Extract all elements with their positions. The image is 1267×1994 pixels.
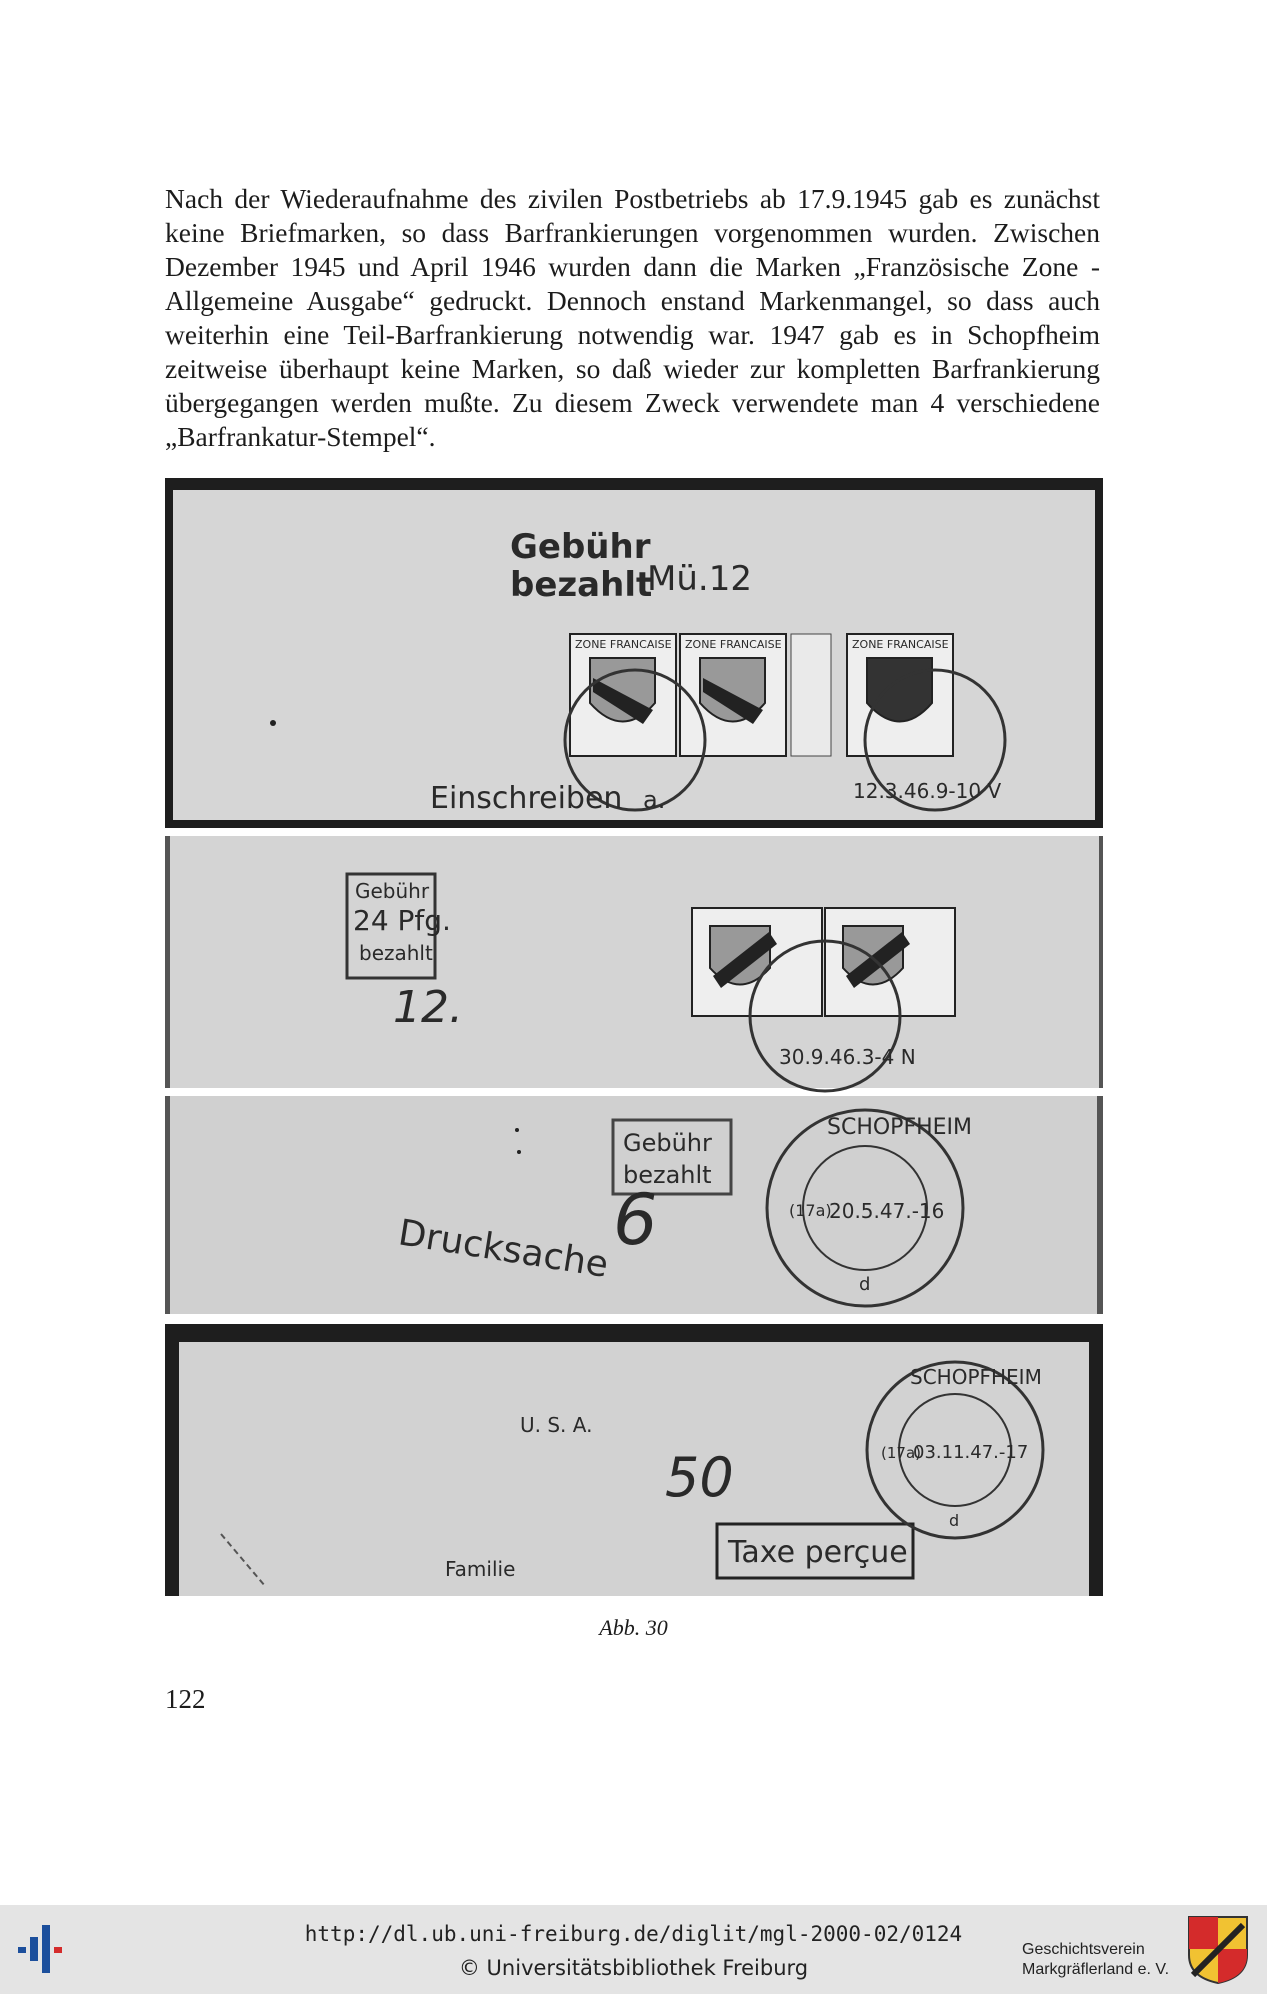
postage-stamp [570,634,676,756]
tax-label: Taxe perçue [728,1535,908,1570]
print-label: Drucksache [395,1212,611,1286]
footer-copyright: © Universitätsbibliothek Freiburg [458,1956,809,1980]
postmark-date: 03.11.47.-17 [913,1442,1029,1463]
fee-stamp-line1: Gebühr [510,527,651,567]
postmark-date: 20.5.47.-16 [829,1199,945,1223]
page-number: 122 [165,1684,206,1714]
envelopes-figure [165,478,1103,1596]
fee-line2: 24 Pfg. [353,904,451,937]
envelope-3 [165,1096,1103,1314]
society-crest-icon [1187,1915,1249,1985]
society-name [1022,1940,1182,1980]
handwritten-note: 12. [393,982,463,1033]
postmark-code: (17a) [881,1444,921,1462]
postmark-letter: d [949,1511,960,1530]
envelopes-illustration [165,478,1103,1596]
fee-line1: Gebühr [355,879,430,903]
postmark-date: 12.3.46.9-10 V [853,779,1002,803]
stamp-label: ZONE FRANCAISE [575,638,672,651]
postmark-place: SCHOPFHEIM [827,1115,973,1140]
footer-bar [0,1905,1267,1994]
body-paragraph: Nach der Wiederaufnahme des zivilen Postbetriebs ab 17.9.1945 gab es zunächst keine Briefmarken, so dass Barfrankierungen vorgenommen wurden. Zwischen Dezember 1945 und April 1946 wurden dann die Marken „Französische Zone - Allgemeine Ausgabe“ gedruckt. Dennoch enstand Markenmangel, so dass auch weiterhin eine Teil-Barfrankierung notwendig war. 1947 gab es in Schopfheim zeitweise überhaupt keine Marken, so daß wieder zur kompletten Barfrankierung übergegangen werden mußte. Zu diesem Zweck verwendete man 4 verschiedene „Barfrankatur-Stempel“. [165,183,1100,452]
registered-suffix: a. [643,786,666,814]
handwritten-note: 50 [665,1446,734,1509]
stamp-label: ZONE FRANCAISE [685,638,782,651]
footer-url[interactable]: http://dl.ub.uni-freiburg.de/diglit/mgl-2000-02/0124 [304,1922,963,1946]
envelope-4 [165,1324,1103,1596]
postmark-letter: d [859,1274,871,1295]
fee-line2: bezahlt [623,1161,712,1189]
handwritten-note: 6 [613,1179,658,1261]
postmark-code: (17a) [789,1201,832,1220]
fee-mark: Mü.12 [647,559,752,599]
address-country: U. S. A. [520,1413,593,1437]
postage-stamp [680,634,786,756]
fee-line3: bezahlt [359,941,433,965]
society-line2: Markgräflerland e. V. [1022,1961,1170,1978]
envelope-1 [165,478,1103,828]
society-line1: Geschichtsverein [1022,1941,1145,1958]
address-name: Familie [445,1557,516,1581]
fee-line1: Gebühr [623,1129,712,1157]
fee-stamp-line2: bezahlt [510,565,653,605]
stamp-label: ZONE FRANCAISE [852,638,949,651]
figure-caption: Abb. 30 [599,1615,668,1640]
postmark-place: SCHOPFHEIM [910,1365,1042,1389]
registered-label: Einschreiben [430,781,623,816]
postage-stamp [847,634,953,756]
postmark-date: 30.9.46.3-4 N [779,1045,916,1069]
envelope-2 [165,836,1103,1091]
